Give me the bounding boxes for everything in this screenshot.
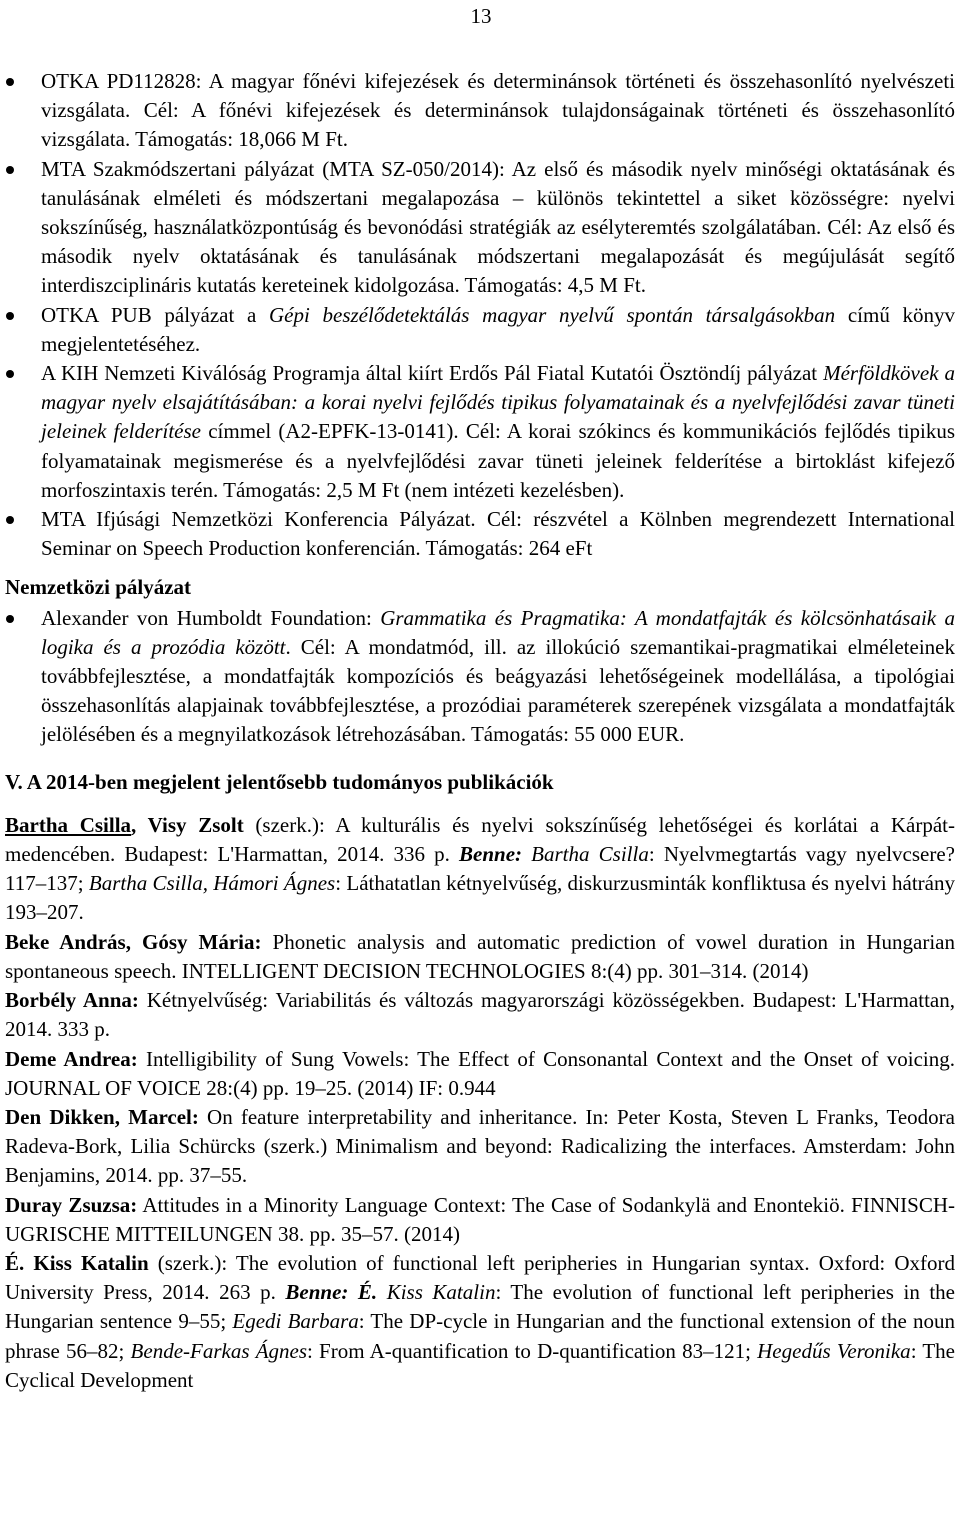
publication-author: Kiss Katalin xyxy=(377,1280,496,1305)
page-number: 13 xyxy=(470,4,492,28)
section-heading: Nemzetközi pályázat xyxy=(5,575,192,600)
grant-text: OTKA PUB pályázat a xyxy=(41,302,270,327)
publication-author: É. Kiss Katalin xyxy=(5,1250,149,1275)
grant-text: Alexander von Humboldt Foundation: xyxy=(41,605,381,630)
list-item xyxy=(5,301,955,359)
grant-text: A KIH Nemzeti Kiválóság Programja által kiírt Erdős Pál Fiatal Kutatói Ösztöndíj pályázat xyxy=(41,361,824,386)
publication-author: Hegedűs Veronika xyxy=(757,1338,911,1363)
publication-author: Bartha Csilla, Hámori Ágnes xyxy=(88,871,336,896)
publication-entry xyxy=(5,928,955,986)
publication-author: Duray Zsuzsa: xyxy=(5,1192,138,1217)
publication-text: Phonetic analysis and automatic prediction of vowel duration in Hungarian spontaneous speech. INTELLIGENT DECISION TECHNOLOGIES 8:(4) pp. 301–314. (2014) xyxy=(5,929,955,983)
publication-author: Bartha Csilla xyxy=(522,842,649,867)
international-grant-list xyxy=(5,604,955,750)
publication-text: On feature interpretability and inheritance. In: Peter Kosta, Steven L Franks, Teodora Radeva-Bork, Lilia Schürcks (szerk.) Minimalism and beyond: Radicalizing the interfaces. Amsterdam: John Benjamins, 2014. pp. 37–55. xyxy=(5,1104,955,1188)
publication-author: Den Dikken, Marcel: xyxy=(5,1104,199,1129)
publication-text: : A kulturális és nyelvi sokszínűség lehetőségei és korlátai a Kárpát-medencében. Budapest: L'Harmattan, 2014. 336 p. xyxy=(5,812,955,867)
publication-entry xyxy=(5,1249,955,1395)
publication-author: , Visy Zsolt xyxy=(131,812,244,837)
list-item xyxy=(5,505,955,563)
publication-entry xyxy=(5,1103,955,1191)
publication-text: : The evolution of functional left peripheries in the Hungarian sentence 9–55; xyxy=(5,1280,956,1334)
grant-text: . Cél: A mondatmód, ill. az illokúció szemantikai-pragmatikai elméleteinek továbbfejlesztése, a mondatfajták kompozíciós és beágyazási lehetőségeinek modellálása, a tipológiai összehasonlítás alapjainak továbbfejlesztése, a prozódiai paraméterek szerepének vizsgálata a mondatfajták jelölésében és a megnyilatkozások létrehozásában. Támogatás: 55 000 EUR. xyxy=(41,634,955,747)
list-item xyxy=(5,604,955,750)
publication-entry xyxy=(5,986,955,1044)
publication-text: : Láthatatlan kétnyelvűség, diskurzusminták konfliktusa és nyelvi hátrány 193–207. xyxy=(5,871,955,925)
publication-author: Borbély Anna: xyxy=(5,988,139,1013)
publication-text: Kétnyelvűség: Variabilitás és változás magyarországi közösségekben. Budapest: L'Harmattan, 2014. 333 p. xyxy=(5,988,955,1042)
list-item xyxy=(5,67,955,155)
publication-text: : The DP-cycle in Hungarian and the functional extension of the noun phrase 56–82; xyxy=(5,1309,956,1363)
grant-text: címmel (A2-EPFK-13-0141). Cél: A korai szókincs és kommunikációs fejlődés tipikus folyamatainak megismerése és a nyelvfejlődési zavar tüneti jeleinek felderítése a birtoklást kifejező morfoszintaxis terén. Támogatás: 2,5 M Ft (nem intézeti kezelésben). xyxy=(41,419,955,502)
publication-author: Bartha Csilla xyxy=(5,812,132,837)
publication-text: : From A-quantification to D-quantification 83–121; xyxy=(307,1338,758,1363)
grant-title: Gépi beszélődetektálás magyar nyelvű spontán társalgásokban xyxy=(269,302,836,327)
list-item xyxy=(5,155,955,301)
publication-author: Bende-Farkas Ágnes xyxy=(130,1338,308,1363)
publication-label: Benne: xyxy=(459,842,523,867)
grant-list xyxy=(5,67,955,563)
list-item xyxy=(5,359,955,505)
publication-text: : The Cyclical Development xyxy=(5,1338,955,1392)
publication-text: : Nyelvmegtartás vagy nyelvcsere? 117–137; xyxy=(5,842,955,896)
publication-entry xyxy=(5,1191,955,1249)
publication-entry xyxy=(5,811,955,928)
publication-text: Intelligibility of Sung Vowels: The Effect of Consonantal Context and the Onset of voicing. JOURNAL OF VOICE 28:(4) pp. 19–25. (2014) IF: 0.944 xyxy=(5,1046,956,1100)
publication-text: (szerk.) xyxy=(243,812,319,837)
grant-text: MTA Ifjúsági Nemzetközi Konferencia Pályázat. Cél: részvétel a Kölnben megrendezett International Seminar on Speech Production konferencián. Támogatás: 264 eFt xyxy=(41,507,955,561)
publication-label: Benne: É. xyxy=(285,1280,378,1305)
publication-text: (szerk.): The evolution of functional left peripheries in Hungarian syntax. Oxford: Oxford University Press, 2014. 263 p. xyxy=(5,1250,956,1305)
grant-title: Mérföldkövek a magyar nyelv elsajátításában: a korai nyelvi fejlődés tipikus folyamatainak és a nyelvfejlődési zavar tüneti jeleinek felderítése xyxy=(41,361,955,444)
grant-title: Grammatika és Pragmatika: A mondatfajták és kölcsönhatásaik a logika és a prozódia között xyxy=(41,605,955,659)
grant-text: MTA Szakmódszertani pályázat (MTA SZ-050/2014): Az első és második nyelv minőségi oktatásának és tanulásának elméleti és módszertani megalapozása – különös tekintettel a siket közösségre: nyelvi sokszínűség, használatközpontúság és bevonódási stratégiák az esélyteremtés szolgálatában. Cél: Az első és második nyelv oktatásának és tanulásának módszertani megalapozását és megújulását segítő interdiszciplináris kutatás kereteinek kidolgozása. Támogatás: 4,5 M Ft. xyxy=(41,156,955,298)
chapter-heading: V. A 2014-ben megjelent jelentősebb tudományos publikációk xyxy=(5,769,554,794)
publication-author: Deme Andrea: xyxy=(5,1046,138,1071)
grant-text: című könyv megjelentetéséhez. xyxy=(41,302,956,356)
publication-author: Beke András, Gósy Mária: xyxy=(5,929,262,954)
document-body xyxy=(5,67,955,1395)
publication-text: Attitudes in a Minority Language Context: The Case of Sodankylä and Enontekiö. FINNISCH-UGRISCHE MITTEILUNGEN 38. pp. 35–57. (2014) xyxy=(5,1192,955,1246)
publication-entry xyxy=(5,1045,955,1103)
grant-text: OTKA PD112828: A magyar főnévi kifejezések és determinánsok történeti és összehasonlító nyelvészeti vizsgálata. Cél: A főnévi kifejezések és determinánsok tulajdonságainak történeti és összehasonlító vizsgálata. Támogatás: 18,066 M Ft. xyxy=(41,69,955,152)
publication-author: Egedi Barbara xyxy=(232,1309,359,1334)
